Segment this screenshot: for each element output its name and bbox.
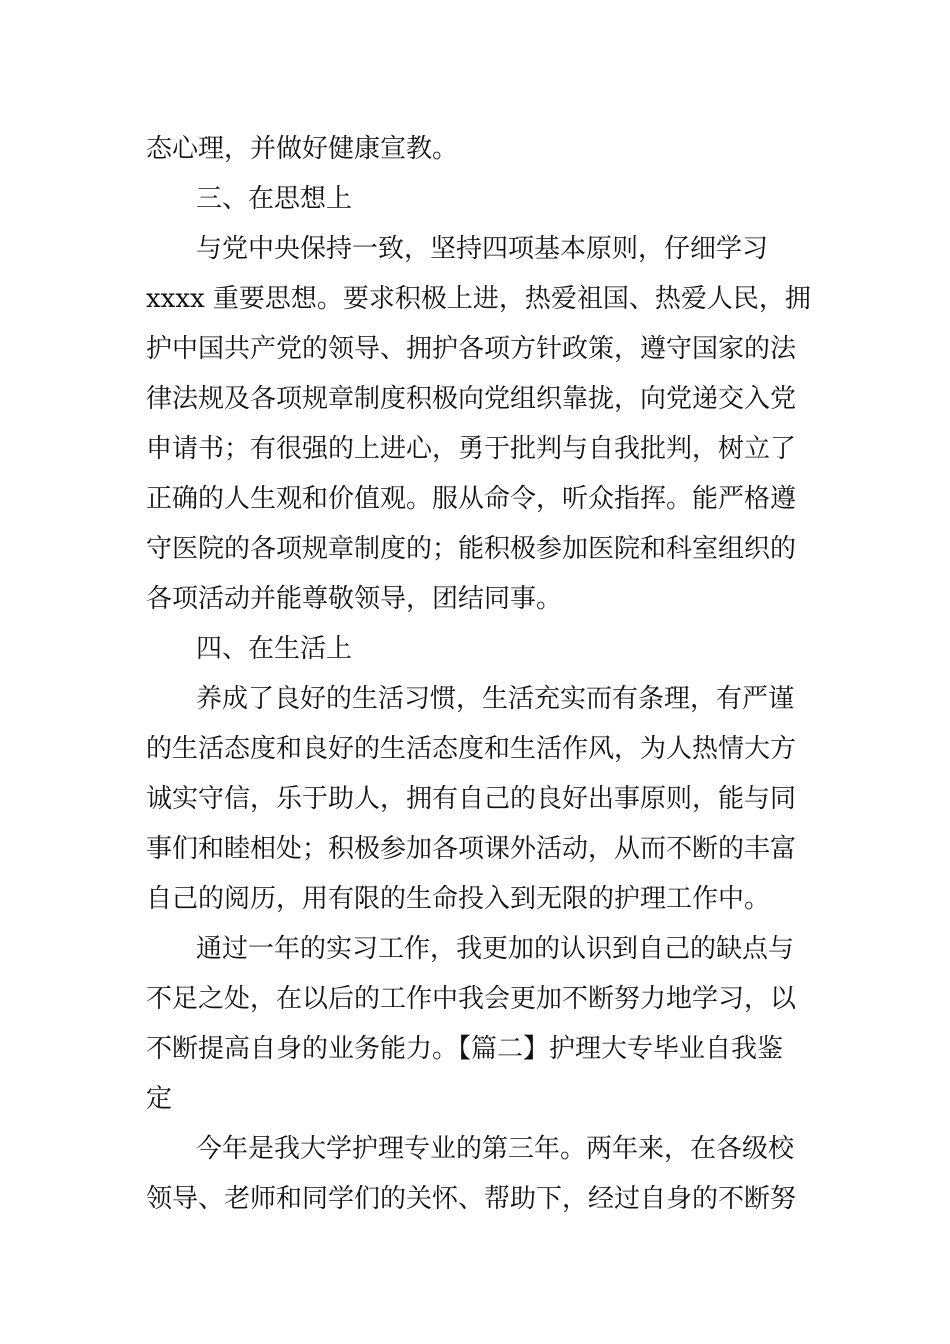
text-line: 护中国共产党的领导、拥护各项方针政策，遵守国家的法 — [146, 334, 797, 364]
text-line: 养成了良好的生活习惯，生活充实而有条理，有严谨 — [196, 684, 795, 714]
text-line: 申请书；有很强的上进心，勇于批判与自我批判，树立了 — [146, 434, 797, 464]
text-line: 正确的人生观和价值观。服从命令，听众指挥。能严格遵 — [146, 484, 797, 514]
text-line: 通过一年的实习工作，我更加的认识到自己的缺点与 — [196, 934, 795, 964]
text-line: 今年是我大学护理专业的第三年。两年来，在各级校 — [196, 1134, 795, 1164]
text-line: 不断提高自身的业务能力。【篇二】护理大专毕业自我鉴 — [146, 1034, 784, 1064]
text-line: 诚实守信，乐于助人，拥有自己的良好出事原则，能与同 — [146, 784, 797, 814]
text-line: 各项活动并能尊敬领导，团结同事。 — [146, 584, 563, 614]
text-line: xxxx 重要思想。要求积极上进，热爱祖国、热爱人民，拥 — [146, 284, 811, 314]
text-line: 自己的阅历，用有限的生命投入到无限的护理工作中。 — [146, 884, 771, 914]
text-line: 的生活态度和良好的生活态度和生活作风，为人热情大方 — [146, 734, 797, 764]
text-line: 事们和睦相处；积极参加各项课外活动，从而不断的丰富 — [146, 834, 797, 864]
text-line: 律法规及各项规章制度积极向党组织靠拢，向党递交入党 — [146, 384, 797, 414]
text-line: 态心理，并做好健康宣教。 — [146, 134, 459, 164]
text-line: 领导、老师和同学们的关怀、帮助下，经过自身的不断努 — [146, 1184, 797, 1214]
text-line: 守医院的各项规章制度的；能积极参加医院和科室组织的 — [146, 534, 797, 564]
section-heading: 四、在生活上 — [196, 634, 353, 664]
text-line: 不足之处，在以后的工作中我会更加不断努力地学习，以 — [146, 984, 797, 1014]
text-line: 定 — [146, 1084, 173, 1114]
text-line: 与党中央保持一致，坚持四项基本原则，仔细学习 — [196, 234, 769, 264]
section-heading: 三、在思想上 — [196, 184, 353, 214]
